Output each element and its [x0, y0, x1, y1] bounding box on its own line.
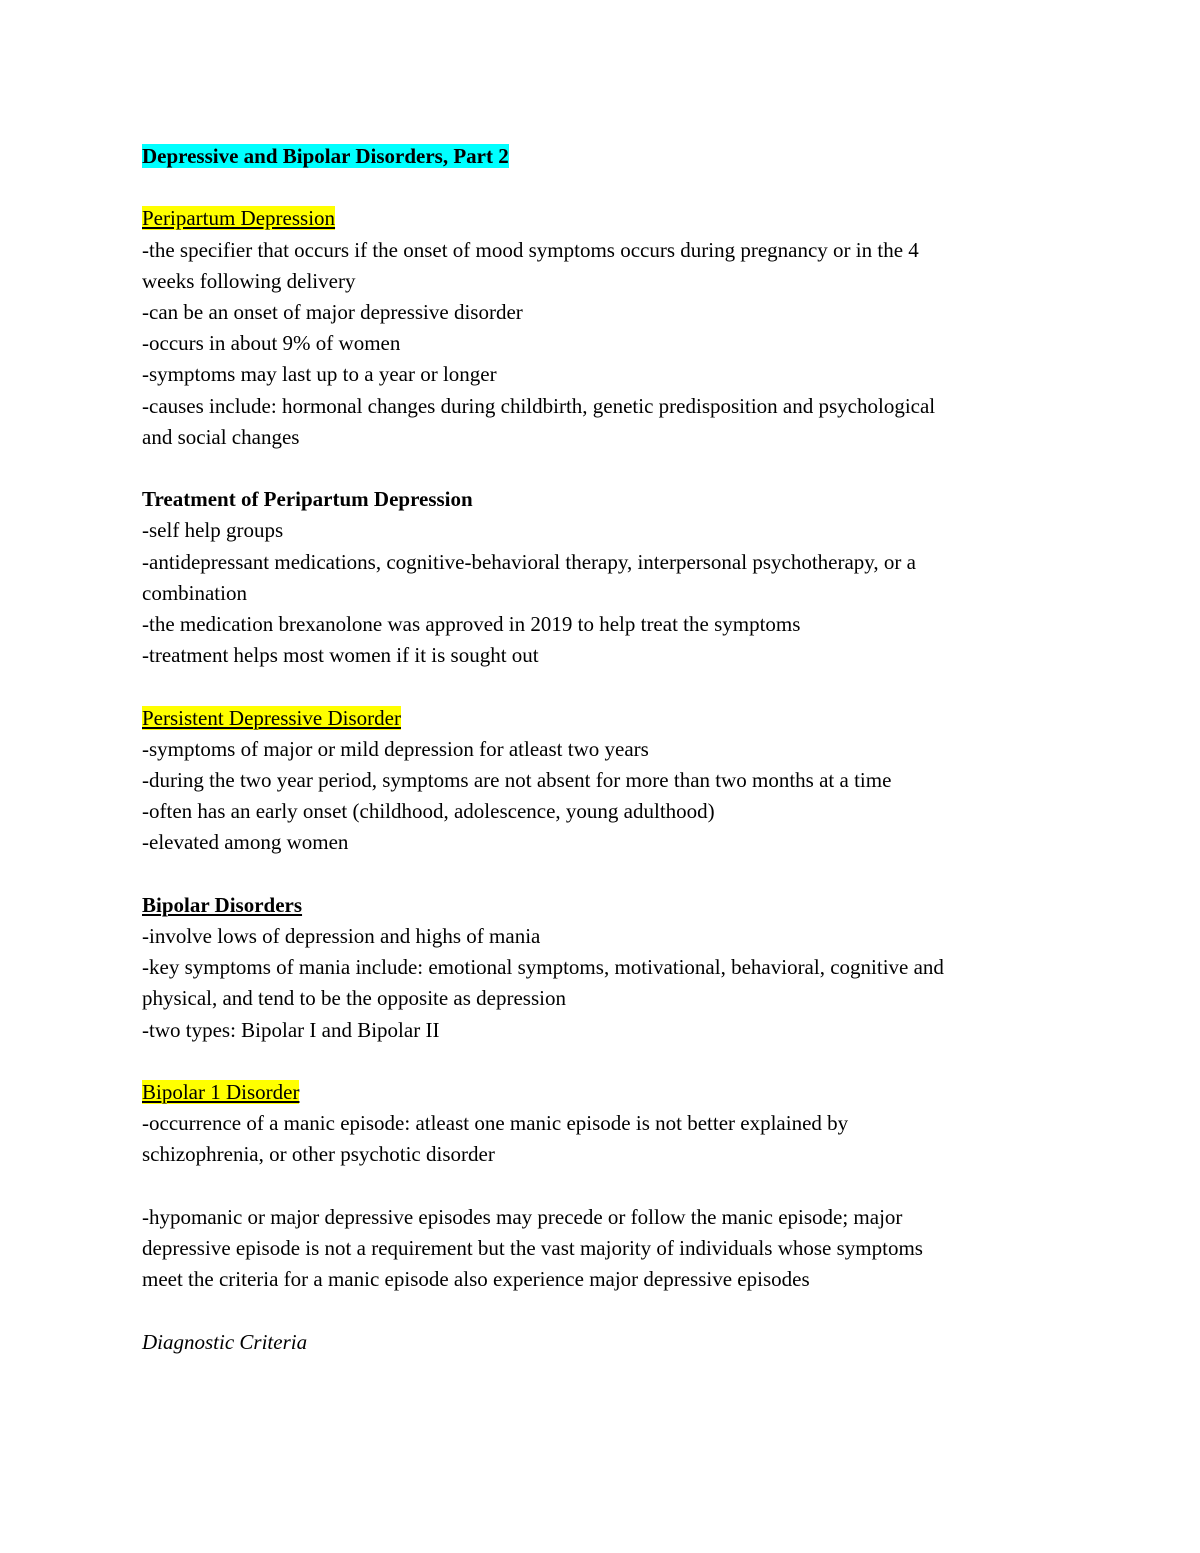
list-item: -the specifier that occurs if the onset of mood symptoms occurs during pregnancy or in the 4 [142, 237, 919, 262]
subheading-diagnostic-criteria: Diagnostic Criteria [142, 1329, 308, 1354]
list-item: weeks following delivery [142, 268, 356, 293]
spacer [142, 1295, 1062, 1326]
list-item: -occurs in about 9% of women [142, 331, 401, 356]
spacer [142, 172, 1062, 203]
spacer [142, 859, 1062, 890]
title-line [142, 141, 1062, 172]
section-heading-line [142, 1077, 1062, 1108]
list-item: -hypomanic or major depressive episodes may precede or follow the manic episode; major [142, 1204, 903, 1229]
list-item: -elevated among women [142, 830, 349, 855]
section-heading-treatment: Treatment of Peripartum Depression [142, 487, 473, 512]
spacer [142, 671, 1062, 702]
section-heading-persistent: Persistent Depressive Disorder [142, 705, 401, 730]
section-heading-line [142, 203, 1062, 234]
list-item: physical, and tend to be the opposite as depression [142, 986, 566, 1011]
subheading-line [142, 1327, 1062, 1358]
section-heading-line [142, 484, 1062, 515]
list-item: -can be an onset of major depressive disorder [142, 300, 523, 324]
section-heading-peripartum: Peripartum Depression [142, 206, 336, 231]
list-item: meet the criteria for a manic episode also experience major depressive episodes [142, 1267, 810, 1292]
list-item: depressive episode is not a requirement but the vast majority of individuals whose symptoms [142, 1236, 923, 1261]
section-heading-line [142, 703, 1062, 734]
spacer [142, 1171, 1062, 1202]
list-item: -occurrence of a manic episode: atleast one manic episode is not better explained by [142, 1111, 849, 1136]
list-item: -symptoms may last up to a year or longer [142, 362, 497, 387]
list-item: and social changes [142, 424, 300, 449]
list-item: -key symptoms of mania include: emotional symptoms, motivational, behavioral, cognitive and [142, 955, 944, 980]
list-item: -two types: Bipolar I and Bipolar II [142, 1017, 440, 1042]
section-heading-bipolar-1: Bipolar 1 Disorder [142, 1080, 300, 1105]
list-item: -during the two year period, symptoms are not absent for more than two months at a time [142, 768, 892, 793]
list-item: -causes include: hormonal changes during childbirth, genetic predisposition and psychological [142, 393, 936, 418]
spacer [142, 453, 1062, 484]
list-item: -antidepressant medications, cognitive-behavioral therapy, interpersonal psychotherapy, or a [142, 549, 916, 574]
list-item: schizophrenia, or other psychotic disorder [142, 1142, 495, 1167]
list-item: -self help groups [142, 518, 284, 543]
section-heading-bipolar: Bipolar Disorders [142, 892, 303, 917]
list-item: -symptoms of major or mild depression for atleast two years [142, 736, 649, 761]
document-title: Depressive and Bipolar Disorders, Part 2 [142, 144, 509, 168]
list-item: -treatment helps most women if it is sought out [142, 643, 539, 668]
spacer [142, 1046, 1062, 1077]
section-heading-line [142, 890, 1062, 921]
list-item: combination [142, 580, 247, 605]
list-item: -often has an early onset (childhood, adolescence, young adulthood) [142, 799, 715, 824]
list-item: -involve lows of depression and highs of mania [142, 924, 541, 949]
document-body [142, 141, 1062, 1358]
list-item: -the medication brexanolone was approved in 2019 to help treat the symptoms [142, 612, 801, 637]
